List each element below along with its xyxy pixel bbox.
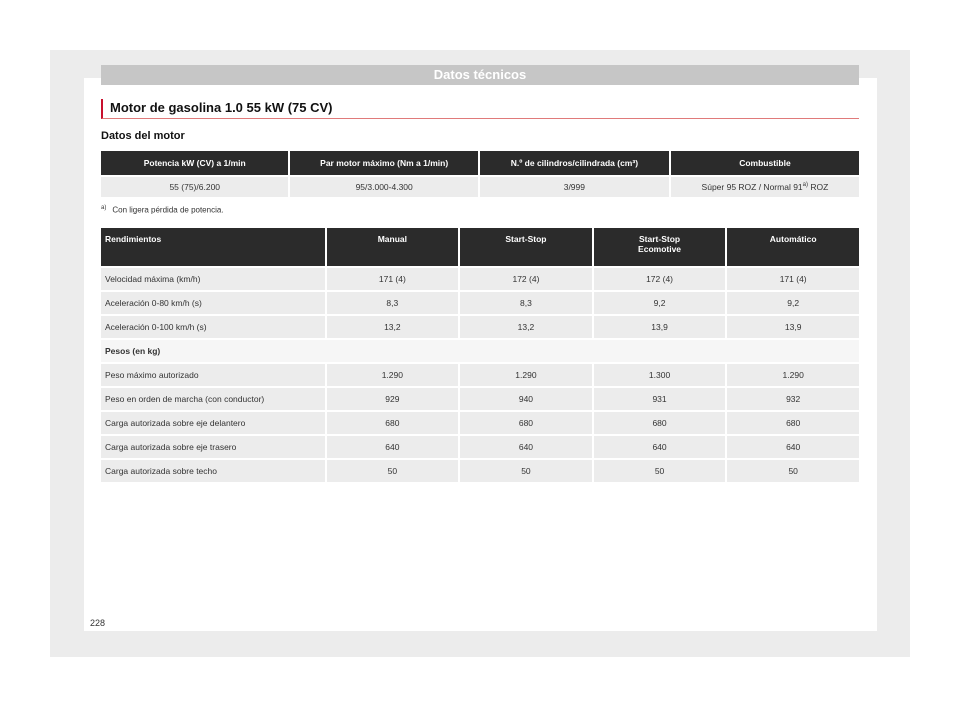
- engine-header-cell: Par motor máximo (Nm a 1/min): [290, 151, 477, 175]
- table-row: [101, 436, 859, 458]
- fuel-text: Súper 95 ROZ / Normal 91: [701, 182, 803, 192]
- footnote-reference: a): [802, 182, 808, 189]
- section-header: Datos técnicos: [101, 65, 859, 85]
- engine-header-cell: Potencia kW (CV) a 1/min: [101, 151, 288, 175]
- engine-cell: 3/999: [480, 177, 669, 197]
- value-cell: 9,2: [727, 292, 859, 314]
- row-label: Aceleración 0-100 km/h (s): [101, 316, 325, 338]
- engine-cell: 55 (75)/6.200: [101, 177, 288, 197]
- perf-header-cell: Start-Stop Ecomotive: [594, 228, 726, 266]
- value-cell: 1.300: [594, 364, 726, 386]
- value-cell: 13,2: [460, 316, 592, 338]
- value-cell: 640: [460, 436, 592, 458]
- value-cell: 50: [327, 460, 459, 482]
- perf-header-cell: Rendimientos: [101, 228, 325, 266]
- engine-header-cell: N.º de cilindros/cilindrada (cm³): [480, 151, 669, 175]
- engine-data-table: [99, 149, 861, 199]
- engine-cell: [671, 177, 859, 197]
- row-label: Aceleración 0-80 km/h (s): [101, 292, 325, 314]
- row-label: Peso en orden de marcha (con conductor): [101, 388, 325, 410]
- performance-table: [99, 226, 861, 484]
- value-cell: 50: [727, 460, 859, 482]
- row-label: Carga autorizada sobre eje trasero: [101, 436, 325, 458]
- value-cell: 8,3: [327, 292, 459, 314]
- section-row: [101, 340, 859, 362]
- table-row: [101, 460, 859, 482]
- value-cell: 680: [327, 412, 459, 434]
- fuel-text-suffix: ROZ: [810, 182, 829, 192]
- row-label: Carga autorizada sobre eje delantero: [101, 412, 325, 434]
- table-row: [101, 412, 859, 434]
- engine-data-subtitle: Datos del motor: [101, 130, 185, 142]
- row-label: Carga autorizada sobre techo: [101, 460, 325, 482]
- row-label: Peso máximo autorizado: [101, 364, 325, 386]
- page-title: Motor de gasolina 1.0 55 kW (75 CV): [101, 99, 859, 119]
- perf-header-cell: Manual: [327, 228, 459, 266]
- value-cell: 50: [460, 460, 592, 482]
- engine-cell: 95/3.000-4.300: [290, 177, 477, 197]
- table-row: [101, 316, 859, 338]
- value-cell: 680: [460, 412, 592, 434]
- value-cell: 680: [727, 412, 859, 434]
- footnote-text: Con ligera pérdida de potencia.: [112, 205, 224, 215]
- footnote: [101, 205, 224, 215]
- value-cell: 1.290: [727, 364, 859, 386]
- value-cell: 932: [727, 388, 859, 410]
- page-number: 228: [90, 618, 106, 628]
- table-row: [101, 364, 859, 386]
- value-cell: 640: [727, 436, 859, 458]
- value-cell: 1.290: [327, 364, 459, 386]
- value-cell: 172 (4): [460, 268, 592, 290]
- value-cell: 940: [460, 388, 592, 410]
- value-cell: 171 (4): [727, 268, 859, 290]
- table-row: [101, 268, 859, 290]
- engine-header-cell: Combustible: [671, 151, 859, 175]
- value-cell: 931: [594, 388, 726, 410]
- value-cell: 680: [594, 412, 726, 434]
- value-cell: 171 (4): [327, 268, 459, 290]
- value-cell: 50: [594, 460, 726, 482]
- perf-header-cell: Start-Stop: [460, 228, 592, 266]
- value-cell: 8,3: [460, 292, 592, 314]
- value-cell: 13,9: [727, 316, 859, 338]
- row-label: Velocidad máxima (km/h): [101, 268, 325, 290]
- table-row: [101, 292, 859, 314]
- footnote-mark: a): [101, 205, 107, 211]
- value-cell: 640: [594, 436, 726, 458]
- value-cell: 172 (4): [594, 268, 726, 290]
- section-label: Pesos (en kg): [101, 340, 859, 362]
- perf-header-cell: Automático: [727, 228, 859, 266]
- value-cell: 13,9: [594, 316, 726, 338]
- value-cell: 13,2: [327, 316, 459, 338]
- table-row: [101, 388, 859, 410]
- value-cell: 640: [327, 436, 459, 458]
- value-cell: 929: [327, 388, 459, 410]
- value-cell: 1.290: [460, 364, 592, 386]
- table-row: [101, 177, 859, 197]
- value-cell: 9,2: [594, 292, 726, 314]
